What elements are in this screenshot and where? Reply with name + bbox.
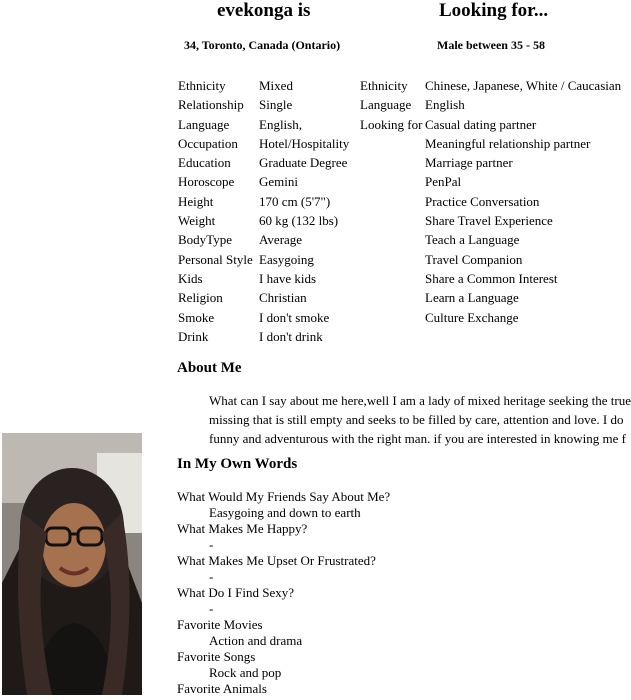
question: What Makes Me Upset Or Frustrated? [177,553,376,568]
seeking-value: Share Travel Experience [425,213,553,229]
detail-row [178,327,368,346]
seeking-label: Language [360,97,412,113]
detail-row [178,76,368,95]
answer: - [209,601,214,616]
detail-value: I have kids [259,270,317,286]
profile-title: evekonga is [217,0,311,21]
profile-photo-image [2,433,142,695]
detail-row [178,134,368,153]
detail-row [178,115,368,134]
question: What Makes Me Happy? [177,521,308,536]
detail-row [178,172,368,191]
detail-label: Drink [178,328,209,344]
seeking-value: Travel Companion [425,251,523,267]
detail-value: Average [259,232,303,248]
detail-value: Easygoing [259,251,314,267]
own-words-list [177,489,390,697]
question: Favorite Animals [177,681,267,696]
seeking-value: English [425,97,465,113]
detail-value: Single [259,97,293,113]
question: What Do I Find Sexy? [177,585,294,600]
detail-label: Religion [178,290,223,306]
detail-value: 60 kg (132 lbs) [259,213,339,229]
detail-value: Mixed [259,78,293,93]
question: Favorite Movies [177,617,263,632]
detail-row [178,250,368,269]
looking-for-summary: Male between 35 - 58 [437,38,545,52]
detail-label: Personal Style [178,251,253,267]
about-text [209,391,631,448]
detail-row [178,308,368,327]
answer: Action and drama [209,633,303,648]
answer: Rock and pop [209,665,282,680]
detail-value: I don't drink [259,328,323,344]
seeking-value: Learn a Language [425,290,519,306]
detail-row [178,211,368,230]
seeking-value: Casual dating partner [425,116,537,132]
question: What Would My Friends Say About Me? [177,489,391,504]
detail-value: I don't smoke [259,309,330,325]
detail-label: Education [178,155,231,171]
seeking-value: Practice Conversation [425,193,540,209]
about-line: What can I say about me here,well I am a lady of mixed heritage seeking the true [209,393,631,408]
detail-value: Graduate Degree [259,155,348,171]
seeking-label: Ethnicity [360,78,408,93]
detail-value: 170 cm (5'7") [259,193,331,209]
detail-value: Gemini [259,174,298,190]
detail-label: Occupation [178,135,238,151]
detail-label: Kids [178,270,203,286]
own-words-heading: In My Own Words [177,456,298,472]
detail-label: Smoke [178,309,215,325]
seeking-value: Share a Common Interest [425,270,558,286]
detail-row [178,269,368,288]
question: Favorite Songs [177,649,256,664]
looking-for-title: Looking for... [439,0,549,21]
detail-row [178,153,368,172]
about-heading: About Me [177,360,242,376]
seeking-label: Looking for [360,116,423,132]
detail-row [178,192,368,211]
profile-photo[interactable] [2,433,142,695]
seeking-value: Marriage partner [425,155,513,171]
detail-value: Christian [259,290,307,306]
detail-label: Ethnicity [178,78,226,93]
details-table [178,76,368,346]
detail-label: Relationship [178,97,244,113]
answer: Easygoing and down to earth [209,505,361,520]
answer: - [209,569,214,584]
about-line: funny and adventurous with the right man. if you are interested in knowing me f [209,431,626,446]
seeking-value: Chinese, Japanese, White / Caucasian [425,78,622,93]
answer: - [209,537,214,552]
detail-value: Hotel/Hospitality [259,135,350,151]
seeking-value: Meaningful relationship partner [425,135,591,151]
detail-label: Height [178,193,214,209]
seeking-value: Teach a Language [425,232,520,248]
detail-row [178,230,368,249]
detail-row [178,288,368,307]
detail-label: Weight [178,213,216,229]
about-line: missing that is still empty and seeks to be filled by care, attention and love. I do [209,412,624,427]
detail-value: English, [259,116,302,132]
detail-label: Horoscope [178,174,235,190]
detail-row [178,95,368,114]
seeking-value: PenPal [425,174,462,190]
seeking-value: Culture Exchange [425,309,519,325]
detail-label: BodyType [178,232,232,248]
profile-location: 34, Toronto, Canada (Ontario) [184,38,341,52]
detail-label: Language [178,116,230,132]
